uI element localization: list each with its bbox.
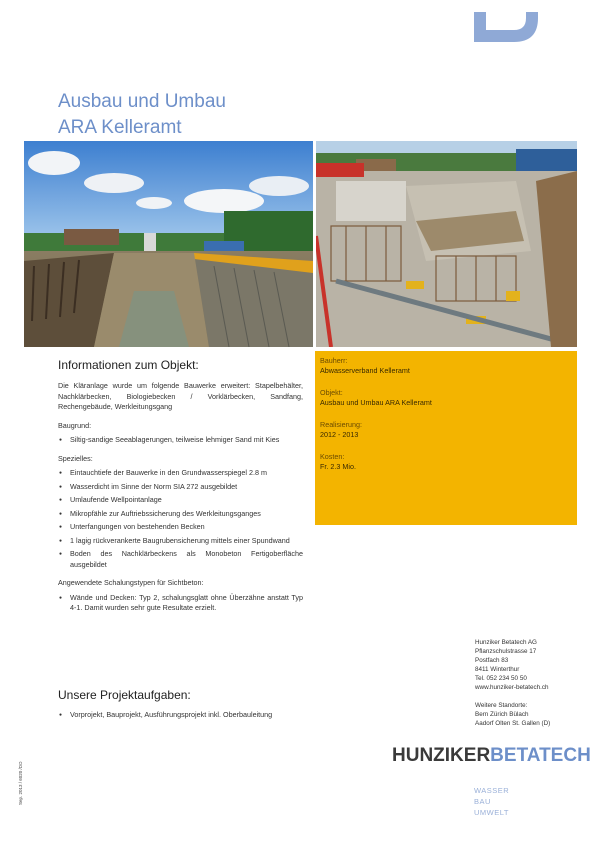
formwork-photo [316,141,577,347]
construction-pit-photo [24,141,313,347]
title-line-2: ARA Kelleramt [58,117,182,138]
list-item: ● Boden des Nachklärbeckens als Monobeton Fertigoberfläche ausgebildet [58,549,303,570]
objekt-value: Ausbau und Umbau ARA Kelleramt [320,398,432,407]
kosten-label: Kosten: [320,452,345,461]
projekt-list [58,710,303,721]
kosten-value: Fr. 2.3 Mio. [320,462,356,471]
realisierung-value: 2012 - 2013 [320,430,359,439]
page-title [58,89,226,141]
projekt-body [58,710,303,729]
company-logo-mark [474,0,538,42]
list-item: ● Unterfangungen von bestehenden Becken [58,522,303,533]
info-intro: Die Kläranlage wurde um folgende Bauwerke erweitert: Stapelbehälter, Nachklärbecken, Biologiebecken / Vorklärbecken, Sandfang, Rechengebäude, Werkleitungsgang [58,381,303,411]
address-city: 8411 Winterthur [475,666,520,673]
locations-label: Weitere Standorte: [475,702,528,709]
bauherr-value: Abwasserverband Kelleramt [320,366,410,375]
project-facts-box [315,351,577,525]
company-name: Hunziker Betatech AG [475,639,537,646]
website-link[interactable]: www.hunziker-betatech.ch [475,684,549,691]
schalung-label: Angewendete Schalungstypen für Sichtbeton: [58,578,204,587]
list-item: ● Eintauchtiefe der Bauwerke in den Grundwasserspiegel 2.8 m [58,468,303,479]
objekt-label: Objekt: [320,388,343,397]
speziell-list [58,468,303,570]
tagline-word: BAU [474,797,491,806]
list-item: ● Umlaufende Wellpointanlage [58,495,303,506]
address-street: Pflanzschulstrasse 17 [475,648,537,655]
locations-line-2: Aadorf Olten St. Gallen (D) [475,720,551,727]
tagline-word: WASSER [474,786,510,795]
list-item: ● Siltig-sandige Seeablagerungen, teilweise lehmiger Sand mit Kies [58,435,303,446]
list-item: ● Mikropfähle zur Auftriebssicherung des Werkleitungsganges [58,509,303,520]
list-item: ● Wände und Decken: Typ 2, schalungsglatt ohne Überzähne anstatt Typ 4-1. Damit wurden sehr gute Resultate erzielt. [58,593,303,614]
speziell-label: Spezielles: [58,453,93,463]
phone: Tel. 052 234 50 50 [475,675,527,682]
contact-block [475,638,550,728]
info-heading: Informationen zum Objekt: [58,358,199,372]
title-line-1: Ausbau und Umbau [58,91,226,112]
brand-part-hunziker: HUNZIKER [392,745,491,766]
list-item: ● Vorprojekt, Bauprojekt, Ausführungsprojekt inkl. Oberbauleitung [58,710,303,721]
locations-line-1: Bern Zürich Bülach [475,711,529,718]
projekt-heading: Unsere Projektaufgaben: [58,688,191,702]
brand-logo [392,745,591,767]
document-reference: Sep. 2013 / 6020 /DO [18,761,23,805]
brand-part-betatech: BETATECH [490,745,591,766]
info-body [58,381,303,622]
address-postfach: Postfach 83 [475,657,509,664]
list-item: ● Wasserdicht im Sinne der Norm SIA 272 ausgebildet [58,482,303,493]
baugrund-label: Baugrund: [58,420,92,430]
tagline-word: UMWELT [474,808,509,817]
brand-tagline [474,785,509,818]
realisierung-label: Realisierung: [320,420,362,429]
bauherr-label: Bauherr: [320,356,348,365]
baugrund-list [58,435,303,446]
list-item: ● 1 lagig rückverankerte Baugrubensicherung mittels einer Spundwand [58,536,303,547]
schalung-list [58,593,303,614]
